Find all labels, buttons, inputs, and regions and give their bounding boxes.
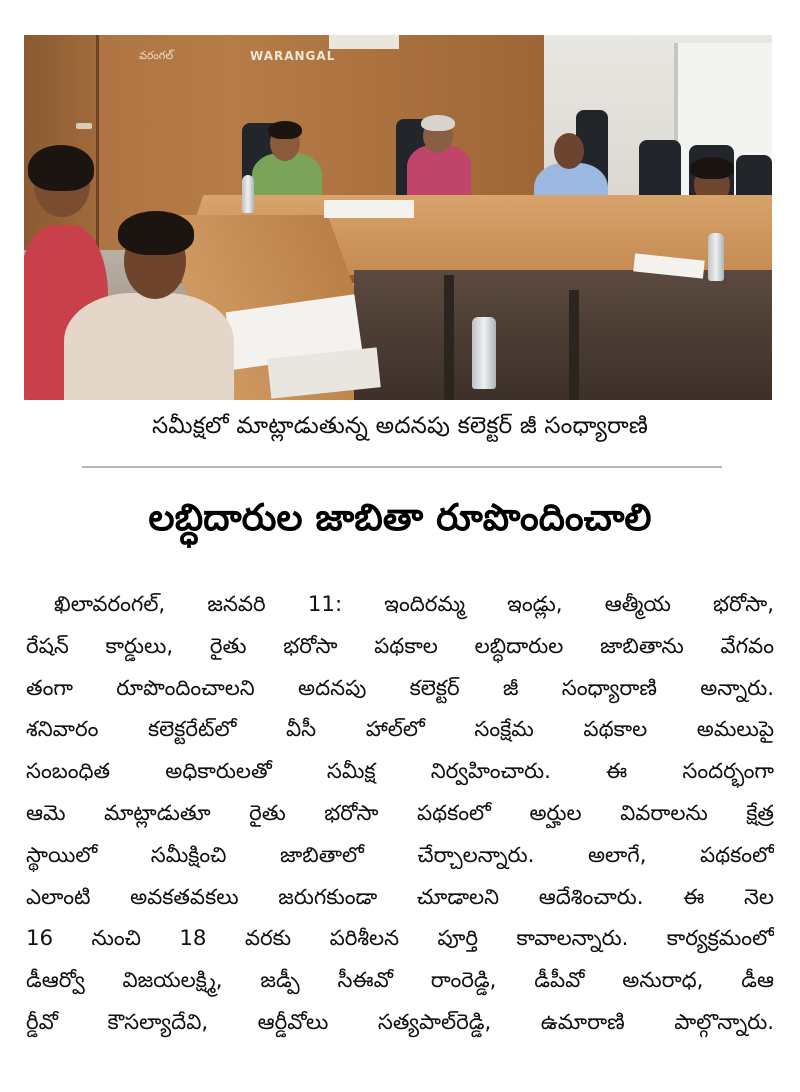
- article-line: స్థాయిలో సమీక్షించి జాబితాలో చేర్చాలన్నారు. అలాగే, పథకంలో: [26, 842, 774, 868]
- photo-caption: సమీక్షలో మాట్లాడుతున్న అదనపు కలెక్టర్ జీ సంధ్యారాణి: [151, 413, 649, 439]
- person-man-foreground: [64, 293, 234, 400]
- person-head: [554, 133, 584, 169]
- divider: [82, 466, 722, 468]
- door: [24, 35, 99, 250]
- person-official: [407, 145, 471, 200]
- water-bottle: [472, 317, 496, 389]
- person-hair: [118, 211, 194, 255]
- article-line: రేషన్ కార్డులు, రైతు భరోసా పథకాల లబ్ధిదారుల జాబితాను వేగవం: [26, 633, 774, 659]
- door-handle: [76, 123, 92, 129]
- article-line: ఖిలావరంగల్, జనవరి 11: ఇందిరమ్మ ఇండ్లు, ఆత్మీయ భరోసా,: [54, 592, 774, 617]
- table-leg: [569, 290, 579, 400]
- person-hair: [28, 145, 94, 191]
- nameplate-warangal: WARANGAL: [250, 49, 336, 63]
- news-photo: [24, 35, 772, 400]
- article-line: 16 నుంచి 18 వరకు పరిశీలన పూర్తి కావాలన్నారు. కార్యక్రమంలో: [26, 926, 774, 952]
- article-line: శనివారం కలెక్టరేట్‌లో వీసీ హాల్‌లో సంక్షేమ పథకాల అమలుపై: [26, 717, 774, 743]
- headline: లబ్ధిదారుల జాబితా రూపొందించాలి: [148, 496, 652, 539]
- article-line: తంగా రూపొందించాలని అదనపు కలెక్టర్ జీ సంధ్యారాణి అన్నారు.: [26, 675, 774, 701]
- papers: [324, 200, 414, 218]
- table-leg: [444, 275, 454, 400]
- article-line: ఆమె మాట్లాడుతూ రైతు భరోసా పథకంలో అర్హుల వివరాలను క్షేత్ర: [26, 800, 774, 826]
- person-hair: [268, 121, 302, 139]
- article-line: ఎలాంటి అవకతవకలు జరుగకుండా చూడాలని ఆదేశించారు. ఈ నెల: [26, 884, 774, 910]
- article-line: సంబంధిత అధికారులతో సమీక్ష నిర్వహించారు. ఈ సందర్భంగా: [26, 759, 774, 785]
- table-front-panel: [354, 270, 772, 400]
- nameplate-telugu: వరంగల్: [139, 49, 174, 62]
- person-hair: [690, 157, 734, 179]
- water-bottle: [242, 175, 254, 213]
- article-body: [26, 584, 774, 1044]
- person-hair: [421, 115, 455, 131]
- article-line: డీఆర్వో విజయలక్ష్మి, జడ్పీ సీఈవో రాంరెడ్డి, డీపీవో అనురాధ, డీఆ: [26, 968, 774, 994]
- water-bottle: [708, 233, 724, 281]
- article-line: ర్డీవో కౌసల్యాదేవి, ఆర్డీవోలు సత్యపాల్‌రెడ్డి, ఉమారాణి పాల్గొన్నారు.: [26, 1009, 774, 1035]
